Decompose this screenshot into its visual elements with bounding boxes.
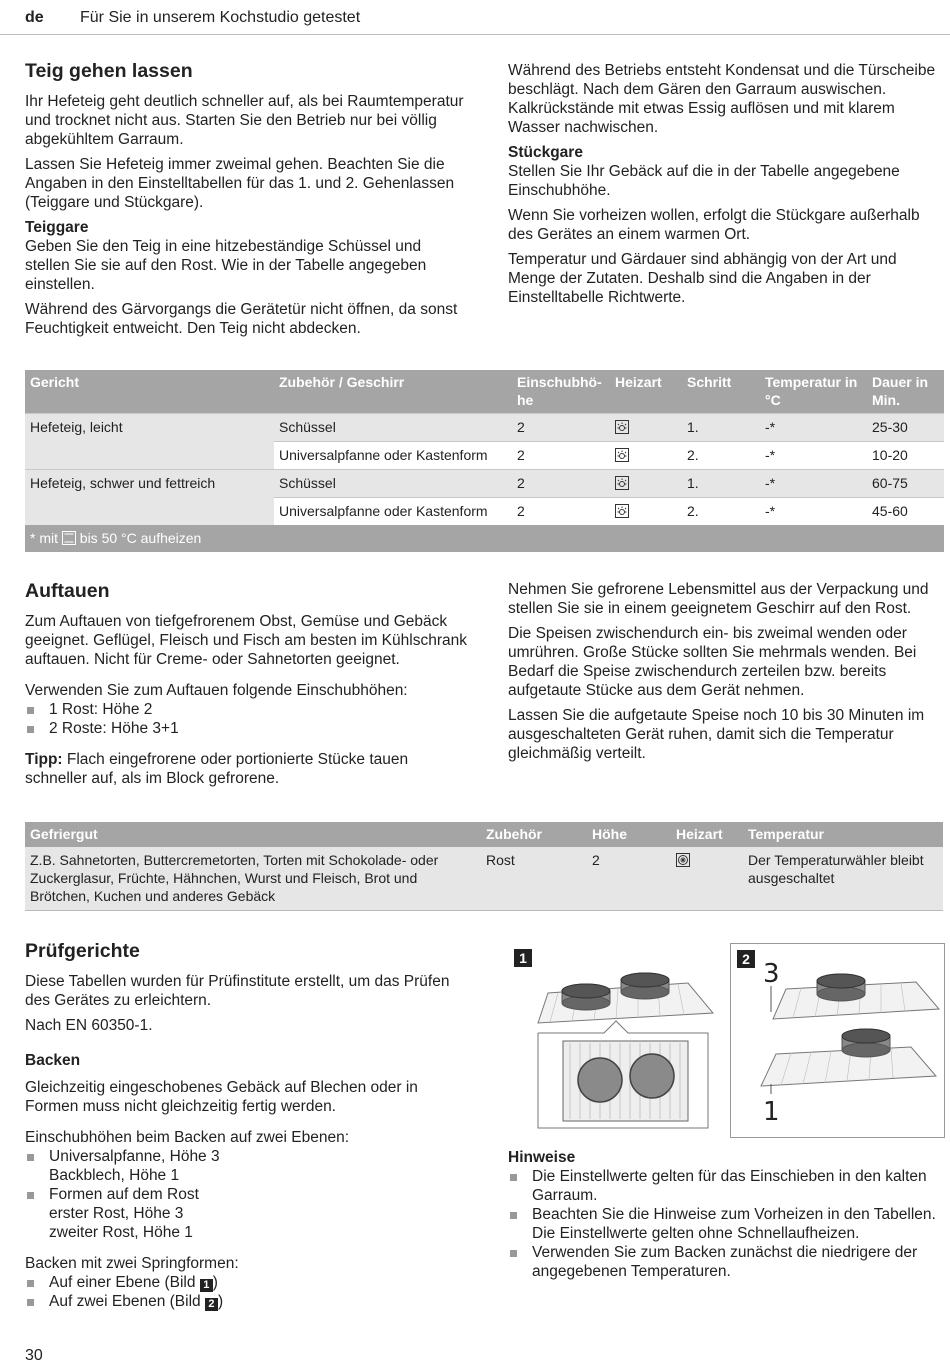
table-header-row	[25, 370, 944, 414]
teig-heading: Teig gehen lassen	[25, 60, 193, 82]
section-header-title: Für Sie in unserem Kochstudio getestet	[80, 9, 361, 26]
backen-subheading: Backen	[25, 1052, 81, 1069]
list-item: Universalpfanne, Höhe 3 Backblech, Höhe 1	[25, 1147, 465, 1185]
list-item: 1 Rost: Höhe 2	[25, 700, 470, 719]
page-number: 30	[25, 1347, 43, 1364]
cell-schritt: 2.	[682, 442, 760, 470]
cell-temperatur: -*	[760, 442, 867, 470]
heat-light-icon	[615, 476, 629, 490]
cell-heizart	[610, 498, 682, 526]
col-header-heizart: Heizart	[610, 370, 682, 414]
cell-heizart	[671, 847, 743, 911]
pruef-paragraph-2: Nach EN 60350-1.	[25, 1017, 153, 1034]
cell-schritt: 2.	[682, 498, 760, 526]
cell-dauer: 25-30	[867, 414, 944, 442]
cell-temperatur: -*	[760, 470, 867, 498]
figure-2	[730, 943, 945, 1138]
cell-temperatur: Der Temperaturwähler bleibt ausgeschaltet	[743, 847, 943, 911]
cell-heizart	[610, 414, 682, 442]
heat-light-icon	[615, 448, 629, 462]
teig-settings-table	[25, 370, 944, 552]
cell-hoehe: 2	[587, 847, 671, 911]
einschub-list	[25, 1147, 465, 1242]
teig-paragraph-8: Temperatur und Gärdauer sind abhängig von der Art und Menge der Zutaten. Deshalb sind die Angaben in der Einstelltabelle Richtwerte.	[508, 251, 897, 306]
col-header-dauer: Dauer in Min.	[867, 370, 944, 414]
list-item: Die Einstellwerte gelten für das Einschieben in den kalten Garraum.	[508, 1167, 940, 1205]
hinweise-section	[508, 1148, 940, 1287]
figure-1	[508, 943, 720, 1136]
auftauen-right-column	[508, 580, 946, 769]
auftauen-paragraph-5: Lassen Sie die aufgetaute Speise noch 10 bis 30 Minuten im ausgeschalteten Gerät ruhen, damit sich die Temperatur gleichmäßig verteilt.	[508, 707, 925, 762]
teig-paragraph-1: Ihr Hefeteig geht deutlich schneller auf, als bei Raumtemperatur und trocknet nicht aus. Starten Sie den Betrieb nur bei völlig abgekühltem Garraum.	[25, 93, 464, 148]
cell-temperatur: -*	[760, 498, 867, 526]
teig-left-column	[25, 60, 465, 344]
figure-ref-badge: 1	[200, 1279, 213, 1292]
col-header-einschubhoehe: Einschubhö- he	[512, 370, 610, 414]
auftauen-paragraph-1: Zum Auftauen von tiefgefrorenem Obst, Gemüse und Gebäck geeignet. Geflügel, Fleisch und Fisch am besten im Kühlschrank auftauen. Nicht für Creme- oder Sahnetorten geeignet.	[25, 613, 467, 668]
cell-zubehoer: Schüssel	[274, 414, 512, 442]
list-item: Formen auf dem Rost erster Rost, Höhe 3 zweiter Rost, Höhe 1	[25, 1185, 465, 1242]
rack-two-levels-illustration	[731, 944, 944, 1137]
auftauen-heading: Auftauen	[25, 580, 110, 602]
cell-zubehoer: Universalpfanne oder Kastenform	[274, 442, 512, 470]
teig-paragraph-6: Stellen Sie Ihr Gebäck auf die in der Tabelle angegebene Einschubhöhe.	[508, 163, 900, 199]
teig-paragraph-4: Während des Gärvorgangs die Gerätetür nicht öffnen, da sonst Feuchtigkeit entweicht. Den Teig nicht abdecken.	[25, 301, 458, 337]
teig-paragraph-5: Während des Betriebs entsteht Kondensat und die Türscheibe beschlägt. Nach dem Gären den Garraum auswischen. Kalkrückstände mit etwas Essig auflösen und mit klarem Wasser nachwischen.	[508, 62, 936, 136]
col-header-heizart: Heizart	[671, 822, 743, 847]
cell-dauer: 10-20	[867, 442, 944, 470]
hinweise-list	[508, 1167, 940, 1281]
springform-list	[25, 1273, 465, 1311]
list-item: Auf einer Ebene (Bild 1 )	[25, 1273, 465, 1292]
heat-light-icon	[615, 504, 629, 518]
col-header-zubehoer: Zubehör	[481, 822, 587, 847]
table-row	[25, 470, 944, 498]
pruef-paragraph-1: Diese Tabellen wurden für Prüfinstitute erstellt, um das Prüfen des Gerätes zu erleichtern.	[25, 973, 450, 1009]
table-row	[25, 847, 943, 911]
col-header-schritt: Schritt	[682, 370, 760, 414]
list-item: Auf zwei Ebenen (Bild 2 )	[25, 1292, 465, 1311]
cell-hoehe: 2	[512, 442, 610, 470]
level-1-label: 1	[763, 1097, 780, 1127]
table-footnote: * mit bis 50 °C aufheizen	[25, 525, 944, 552]
figure-ref-badge: 2	[205, 1298, 218, 1311]
auftauen-paragraph-2: Verwenden Sie zum Auftauen folgende Einschubhöhen:	[25, 682, 408, 699]
teig-right-column	[508, 61, 938, 313]
table-footnote-row	[25, 525, 944, 552]
figure-badge: 1	[514, 949, 532, 967]
pruef-paragraph-3: Gleichzeitig eingeschobenes Gebäck auf Blechen oder in Formen muss nicht gleichzeitig fertig werden.	[25, 1079, 418, 1115]
col-header-temperatur: Temperatur in °C	[760, 370, 867, 414]
auftauen-paragraph-4: Die Speisen zwischendurch ein- bis zweimal wenden oder umrühren. Große Stücke sollten Sie mehrmals wenden. Bei Bedarf die Speise zwischendurch zerteilen bzw. bereits aufgetaute Stücke aus dem Gerät nehmen.	[508, 625, 917, 699]
table-header-row	[25, 822, 943, 847]
teiggare-subheading: Teiggare	[25, 219, 89, 236]
table-row	[25, 414, 944, 442]
teig-paragraph-2: Lassen Sie Hefeteig immer zweimal gehen. Beachten Sie die Angaben in den Einstelltabellen für das 1. und 2. Gehenlassen (Teiggare und Stückgare).	[25, 156, 455, 211]
list-item: 2 Roste: Höhe 3+1	[25, 719, 470, 738]
teig-paragraph-3: Geben Sie den Teig in eine hitzebeständige Schüssel und stellen Sie sie auf den Rost. Wie in der Tabelle angegeben einstellen.	[25, 238, 427, 293]
cell-hoehe: 2	[512, 498, 610, 526]
hinweise-heading: Hinweise	[508, 1149, 576, 1166]
level-3-label: 3	[763, 959, 780, 989]
header-divider	[0, 34, 950, 35]
col-header-gefriergut: Gefriergut	[25, 822, 481, 847]
cell-gericht: Hefeteig, leicht	[25, 414, 274, 470]
defrost-fan-icon	[676, 853, 690, 867]
col-header-hoehe: Höhe	[587, 822, 671, 847]
list-item: Beachten Sie die Hinweise zum Vorheizen in den Tabellen. Die Einstellwerte gelten ohne Schnellaufheizen.	[508, 1205, 940, 1243]
pruef-paragraph-4: Einschubhöhen beim Backen auf zwei Ebenen:	[25, 1129, 349, 1146]
cell-zubehoer: Schüssel	[274, 470, 512, 498]
cell-temperatur: -*	[760, 414, 867, 442]
cell-hoehe: 2	[512, 414, 610, 442]
cell-dauer: 45-60	[867, 498, 944, 526]
teig-paragraph-7: Wenn Sie vorheizen wollen, erfolgt die Stückgare außerhalb des Gerätes an einem warmen Ort.	[508, 207, 920, 243]
top-bottom-heat-icon	[62, 531, 76, 545]
col-header-gericht: Gericht	[25, 370, 274, 414]
cell-gericht: Hefeteig, schwer und fettreich	[25, 470, 274, 526]
pruef-paragraph-5: Backen mit zwei Springformen:	[25, 1255, 239, 1272]
cell-heizart	[610, 442, 682, 470]
cell-zubehoer: Rost	[481, 847, 587, 911]
list-item: Verwenden Sie zum Backen zunächst die niedrigere der angegebenen Temperaturen.	[508, 1243, 940, 1281]
pruef-left-column	[25, 940, 465, 1317]
figure-badge: 2	[737, 950, 755, 968]
pruef-heading: Prüfgerichte	[25, 940, 140, 962]
col-header-zubehoer: Zubehör / Geschirr	[274, 370, 512, 414]
auftauen-list	[25, 700, 470, 738]
cell-heizart	[610, 470, 682, 498]
language-code: de	[25, 9, 44, 26]
stueckgare-subheading: Stückgare	[508, 144, 583, 161]
cell-schritt: 1.	[682, 414, 760, 442]
auftauen-paragraph-3: Nehmen Sie gefrorene Lebensmittel aus der Verpackung und stellen Sie sie in einem geeignetem Geschirr auf den Rost.	[508, 581, 929, 617]
cell-gefriergut: Z.B. Sahnetorten, Buttercremetorten, Torten mit Schokolade- oder Zuckerglasur, Früchte, Hähnchen, Wurst und Fleisch, Brot und Brötchen, Kuchen und anderes Gebäck	[25, 847, 481, 911]
auftauen-table	[25, 822, 943, 911]
tipp-paragraph: Tipp: Flach eingefrorene oder portionierte Stücke tauen schneller auf, als im Block gefrorene.	[25, 751, 409, 787]
auftauen-left-column	[25, 580, 470, 794]
cell-dauer: 60-75	[867, 470, 944, 498]
heat-light-icon	[615, 420, 629, 434]
cell-zubehoer: Universalpfanne oder Kastenform	[274, 498, 512, 526]
col-header-temperatur: Temperatur	[743, 822, 943, 847]
rack-one-level-illustration	[508, 943, 720, 1136]
cell-hoehe: 2	[512, 470, 610, 498]
cell-schritt: 1.	[682, 470, 760, 498]
